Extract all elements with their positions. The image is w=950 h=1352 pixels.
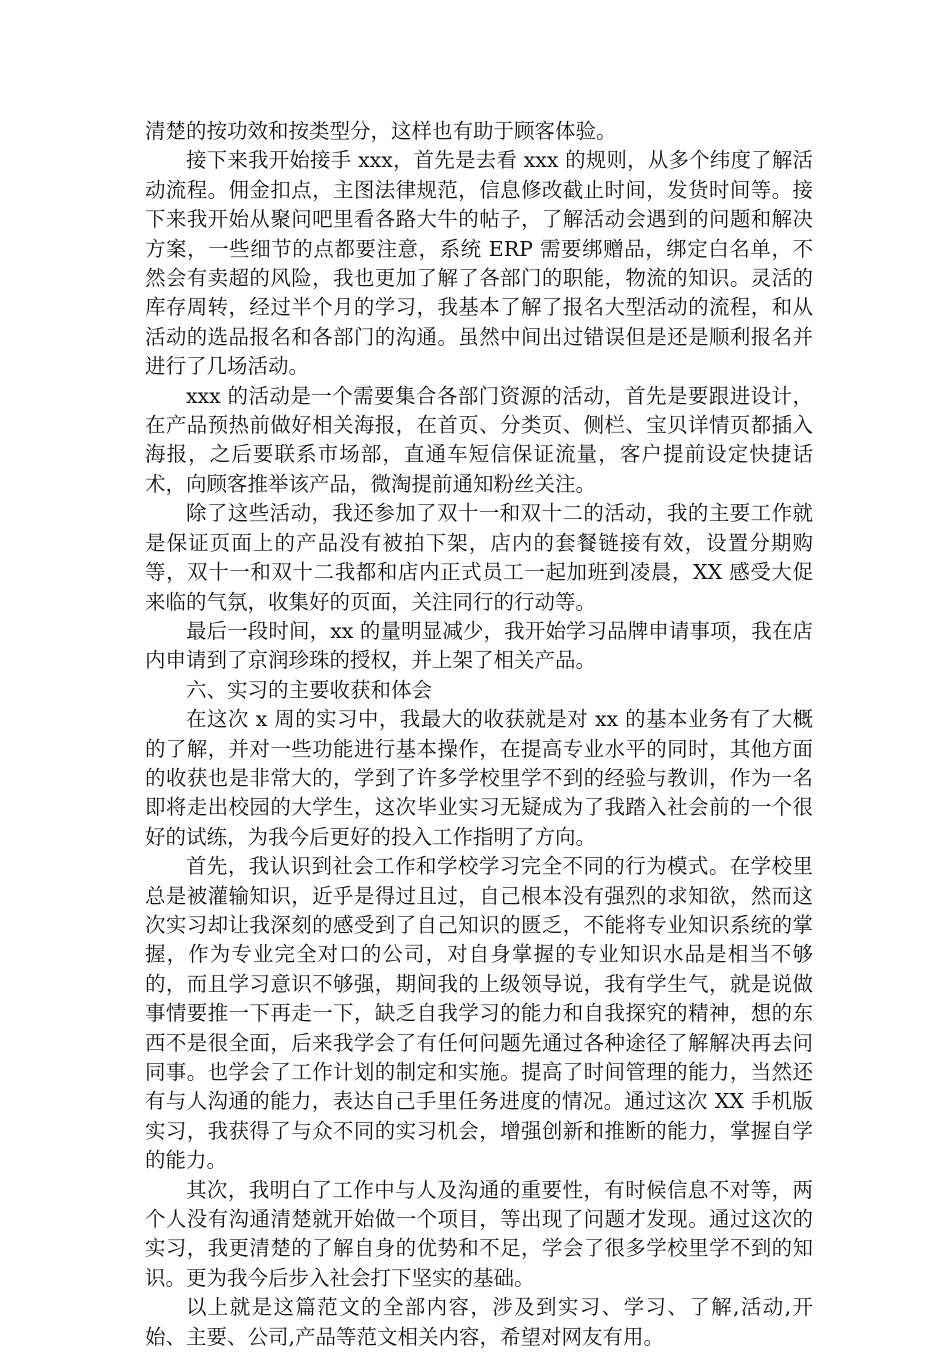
section-heading: 六、实习的主要收获和体会 [186, 677, 432, 702]
paragraph-continuation: 清楚的按功效和按类型分，这样也有助于顾客体验。 [145, 119, 617, 143]
paragraph-second-lesson: 其次，我明白了工作中与人及沟通的重要性，有时候信息不对等，两个人没有沟通清楚就开始做一个项目，等出现了问题才发现。通过这次的实习，我更清楚的了解自身的优势和不足，学会了很多学校里学不到的知识。更为我今后步入社会打下坚实的基础。 [145, 1177, 813, 1290]
document-body [145, 117, 813, 1352]
paragraph-double-eleven: 除了这些活动，我还参加了双十一和双十二的活动，我的主要工作就是保证页面上的产品没有被拍下架，店内的套餐链接有效，设置分期购等，双十一和双十二我都和店内正式员工一起加班到凌晨，XX 感受大促来临的气氛，收集好的页面，关注同行的行动等。 [145, 501, 813, 614]
paragraph-first-lesson: 首先，我认识到社会工作和学校学习完全不同的行为模式。在学校里总是被灌输知识，近乎是得过且过，自己根本没有强烈的求知欲，然而这次实习却让我深刻的感受到了自己知识的匮乏，不能将专业知识系统的掌握，作为专业完全对口的公司，对自身掌握的专业知识水品是相当不够的，而且学习意识不够强，期间我的上级领导说，我有学生气，就是说做事情要推一下再走一下，缺乏自我学习的能力和自我探究的精神，想的东西不是很全面，后来我学会了有任何问题先通过各种途径了解解决再去问同事。也学会了工作计划的制定和实施。提高了时间管理的能力，当然还有与人沟通的能力，表达自己手里任务进度的情况。通过这次 XX 手机版实习，我获得了与众不同的实习机会，增强创新和推断的能力，掌握自学的能力。 [145, 854, 813, 1173]
paragraph-summary: 以上就是这篇范文的全部内容，涉及到实习、学习、了解,活动,开始、主要、公司,产品等范文相关内容，希望对网友有用。 [145, 1295, 813, 1349]
paragraph-activity-onboarding: 接下来我开始接手 xxx，首先是去看 xxx 的规则，从多个纬度了解活动流程。佣金扣点，主图法律规范，信息修改截止时间，发货时间等。接下来我开始从聚问吧里看各路大牛的帖子，了解活动会遇到的问题和解决方案，一些细节的点都要注意，系统 ERP 需要绑赠品，绑定白名单，不然会有卖超的风险，我也更加了解了各部门的职能，物流的知识。灵活的库存周转，经过半个月的学习，我基本了解了报名大型活动的流程，和从活动的选品报名和各部门的沟通。虽然中间出过错误但是还是顺利报名并进行了几场活动。 [145, 148, 813, 379]
paragraph-brand-application: 最后一段时间，xx 的量明显减少，我开始学习品牌申请事项，我在店内申请到了京润珍珠的授权，并上架了相关产品。 [145, 618, 813, 673]
paragraph-activity-resources: xxx 的活动是一个需要集合各部门资源的活动，首先是要跟进设计，在产品预热前做好相关海报，在首页、分类页、侧栏、宝贝详情页都插入海报，之后要联系市场部，直通车短信保证流量，客户提前设定快捷话术，向顾客推举该产品，微淘提前通知粉丝关注。 [145, 383, 813, 496]
paragraph-main-gains: 在这次 x 周的实习中，我最大的收获就是对 xx 的基本业务有了大概的了解，并对一些功能进行基本操作，在提高专业水平的同时，其他方面的收获也是非常大的，学到了许多学校里学不到的经验与教训，作为一名即将走出校园的大学生，这次毕业实习无疑成为了我踏入社会前的一个很好的试练，为我今后更好的投入工作指明了方向。 [145, 707, 813, 849]
